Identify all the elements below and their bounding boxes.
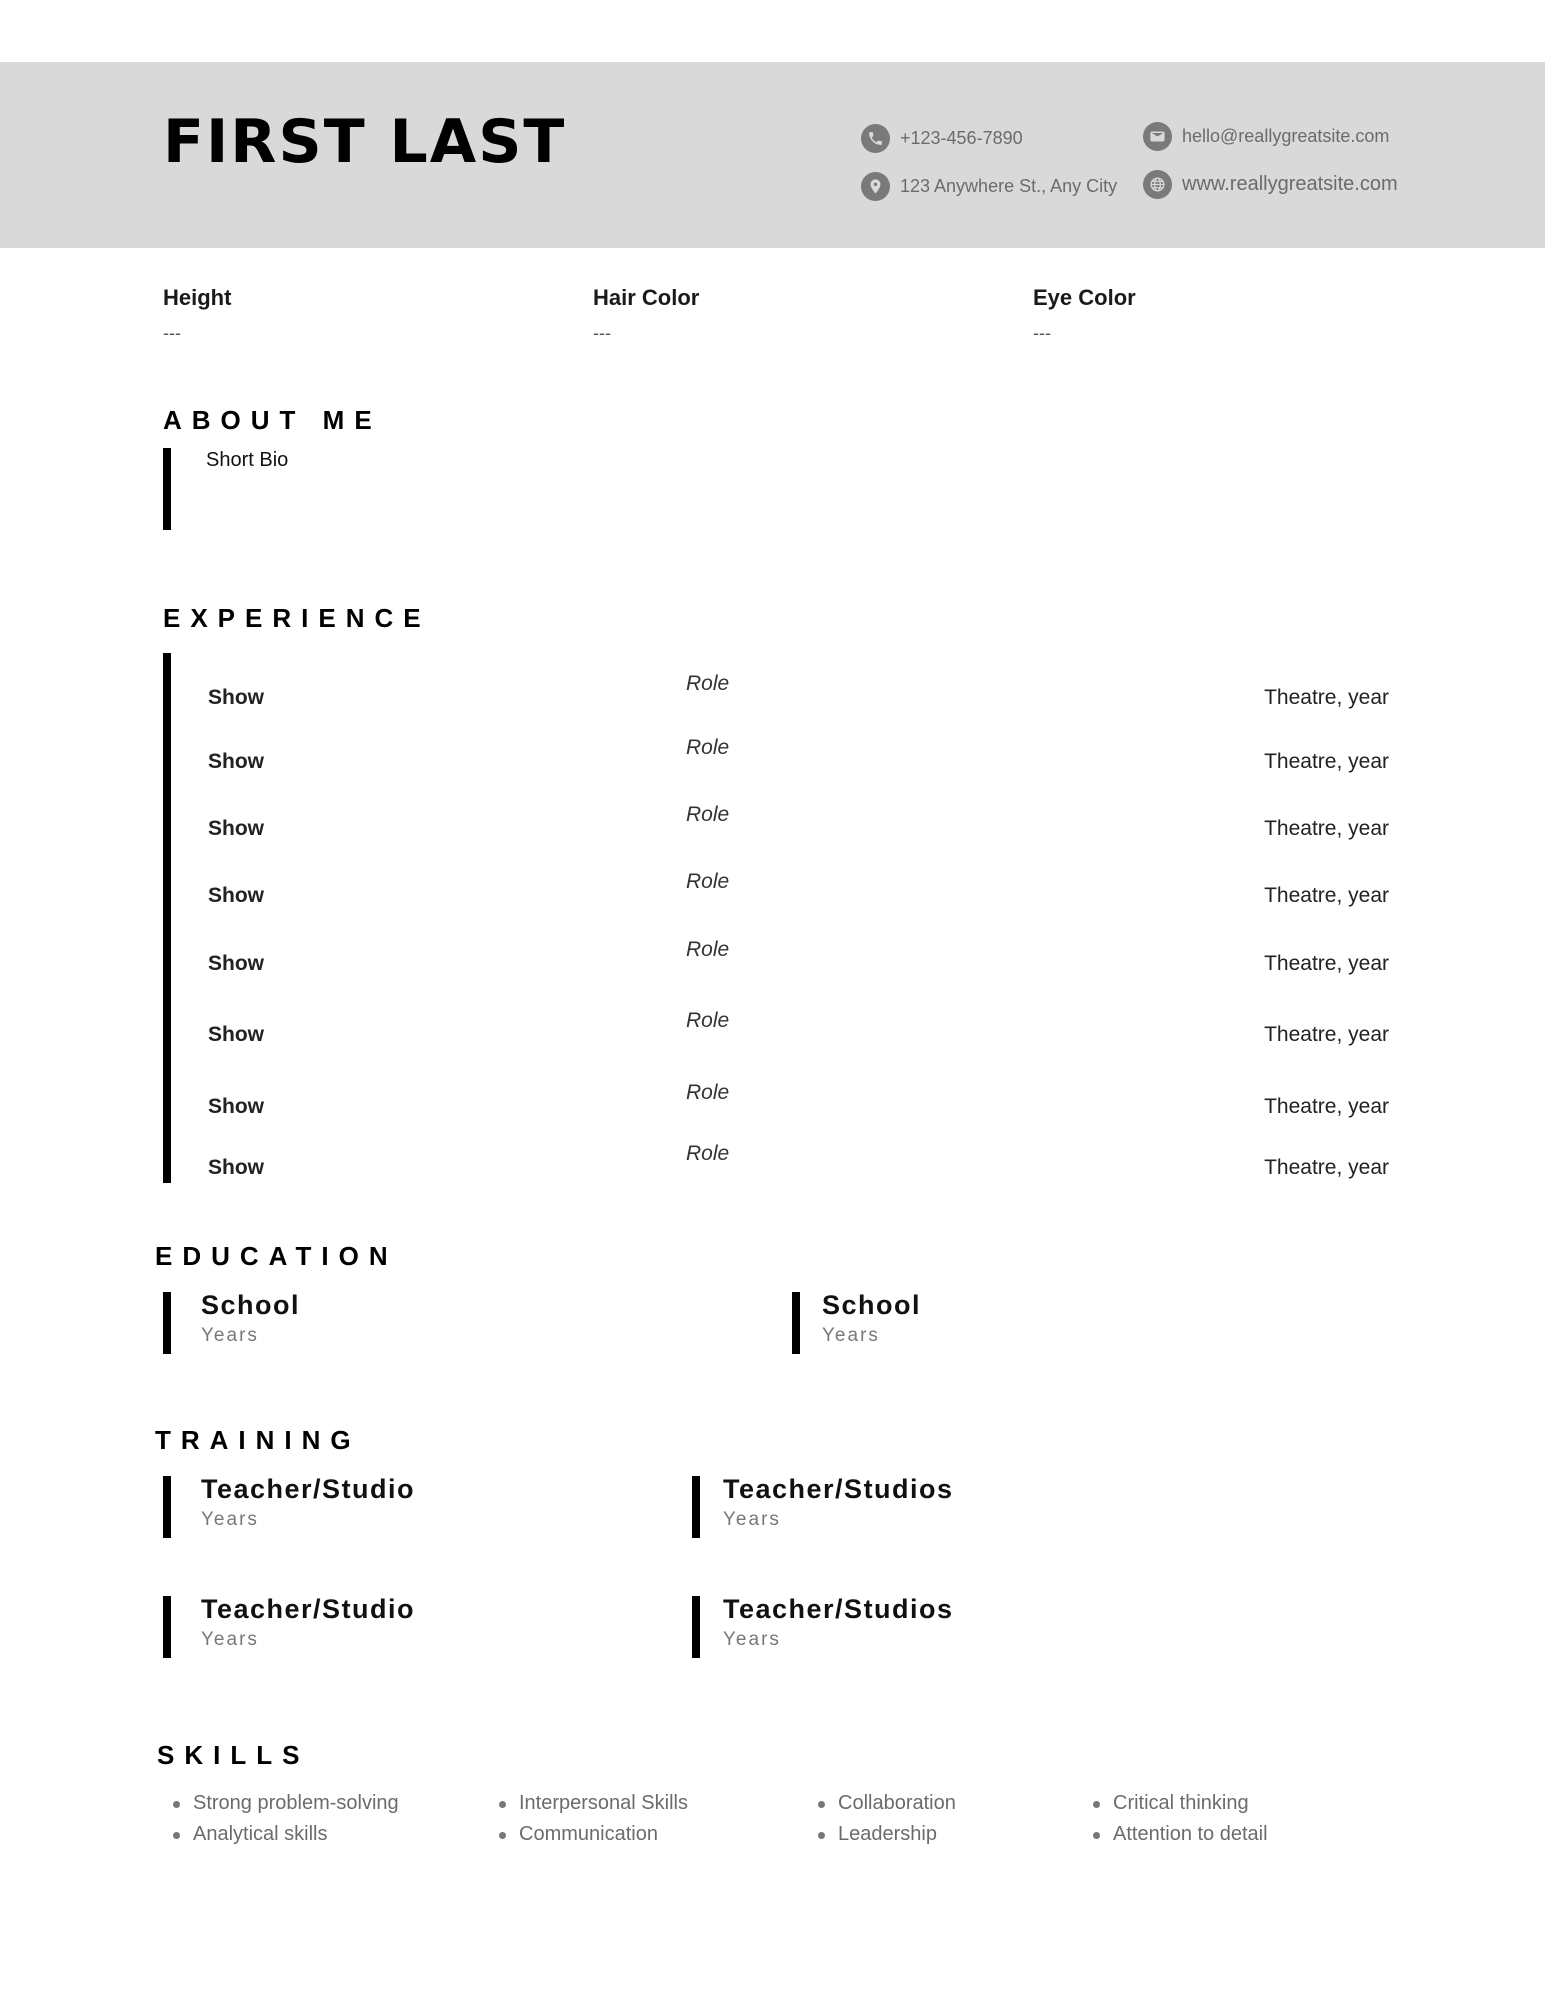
skill-item: Collaboration bbox=[818, 1788, 956, 1819]
full-name: FIRST LAST bbox=[163, 107, 567, 177]
experience-row bbox=[0, 1081, 1545, 1135]
location-pin-icon bbox=[861, 172, 890, 201]
contact-email bbox=[1143, 122, 1389, 151]
teacher-studio: Teacher/Studio bbox=[201, 1594, 416, 1624]
show-name: Show bbox=[208, 1023, 264, 1046]
show-name: Show bbox=[208, 817, 264, 840]
training-item bbox=[201, 1474, 415, 1531]
attribute-value: --- bbox=[163, 323, 181, 343]
education-heading: EDUCATION bbox=[155, 1241, 398, 1271]
school-name: School bbox=[201, 1290, 301, 1320]
experience-row bbox=[0, 803, 1545, 857]
contact-phone bbox=[861, 124, 1023, 153]
education-accent-bar bbox=[792, 1292, 800, 1354]
experience-row bbox=[0, 1009, 1545, 1063]
skills-list bbox=[818, 1788, 956, 1850]
website-text[interactable]: www.reallygreatsite.com bbox=[1182, 173, 1398, 195]
attribute-value: --- bbox=[593, 323, 611, 343]
contact-address bbox=[861, 172, 1117, 201]
attribute-height bbox=[163, 285, 231, 344]
skill-item: Leadership bbox=[818, 1819, 956, 1850]
training-accent-bar bbox=[163, 1596, 171, 1658]
experience-row bbox=[0, 1142, 1545, 1196]
show-name: Show bbox=[208, 1095, 264, 1118]
attribute-eye-color bbox=[1033, 285, 1136, 344]
attribute-value: --- bbox=[1033, 323, 1051, 343]
experience-row bbox=[0, 938, 1545, 992]
role-name: Role bbox=[686, 803, 730, 826]
theatre-year: Theatre, year bbox=[1264, 1156, 1389, 1179]
training-item bbox=[723, 1594, 954, 1651]
school-years: Years bbox=[822, 1325, 880, 1346]
phone-text: +123-456-7890 bbox=[900, 128, 1023, 148]
skill-item: Strong problem-solving bbox=[173, 1788, 399, 1819]
teacher-studio: Teacher/Studio bbox=[201, 1474, 416, 1504]
skills-list bbox=[173, 1788, 399, 1850]
school-name: School bbox=[822, 1290, 922, 1320]
training-years: Years bbox=[723, 1509, 781, 1530]
teacher-studio: Teacher/Studios bbox=[723, 1594, 954, 1624]
show-name: Show bbox=[208, 884, 264, 907]
show-name: Show bbox=[208, 1156, 264, 1179]
training-heading: TRAINING bbox=[155, 1425, 361, 1455]
skill-item: Attention to detail bbox=[1093, 1819, 1268, 1850]
email-text[interactable]: hello@reallygreatsite.com bbox=[1182, 126, 1390, 146]
training-years: Years bbox=[723, 1629, 781, 1650]
contact-website bbox=[1143, 170, 1398, 199]
role-name: Role bbox=[686, 870, 730, 893]
experience-row bbox=[0, 870, 1545, 924]
training-item bbox=[201, 1594, 415, 1651]
teacher-studio: Teacher/Studios bbox=[723, 1474, 954, 1504]
attribute-label: Hair Color bbox=[593, 285, 700, 310]
theatre-year: Theatre, year bbox=[1264, 884, 1389, 907]
theatre-year: Theatre, year bbox=[1264, 1023, 1389, 1046]
role-name: Role bbox=[686, 938, 730, 961]
attribute-hair-color bbox=[593, 285, 699, 344]
skill-item: Analytical skills bbox=[173, 1819, 399, 1850]
skills-list bbox=[499, 1788, 688, 1850]
training-item bbox=[723, 1474, 954, 1531]
skills-list bbox=[1093, 1788, 1268, 1850]
about-me-heading: ABOUT ME bbox=[163, 405, 382, 435]
attribute-label: Height bbox=[163, 285, 232, 310]
role-name: Role bbox=[686, 672, 730, 695]
theatre-year: Theatre, year bbox=[1264, 1095, 1389, 1118]
training-years: Years bbox=[201, 1509, 259, 1530]
role-name: Role bbox=[686, 1009, 730, 1032]
experience-row bbox=[0, 672, 1545, 726]
training-accent-bar bbox=[692, 1596, 700, 1658]
show-name: Show bbox=[208, 750, 264, 773]
globe-icon bbox=[1143, 170, 1172, 199]
about-accent-bar bbox=[163, 448, 171, 530]
school-years: Years bbox=[201, 1325, 259, 1346]
skills-heading: SKILLS bbox=[157, 1740, 310, 1770]
role-name: Role bbox=[686, 1142, 730, 1165]
theatre-year: Theatre, year bbox=[1264, 952, 1389, 975]
role-name: Role bbox=[686, 736, 730, 759]
training-years: Years bbox=[201, 1629, 259, 1650]
education-item bbox=[822, 1290, 921, 1347]
show-name: Show bbox=[208, 952, 264, 975]
experience-heading: EXPERIENCE bbox=[163, 603, 431, 633]
short-bio: Short Bio bbox=[206, 449, 289, 471]
skill-item: Interpersonal Skills bbox=[499, 1788, 688, 1819]
training-accent-bar bbox=[163, 1476, 171, 1538]
education-accent-bar bbox=[163, 1292, 171, 1354]
training-accent-bar bbox=[692, 1476, 700, 1538]
show-name: Show bbox=[208, 686, 264, 709]
skill-item: Critical thinking bbox=[1093, 1788, 1268, 1819]
theatre-year: Theatre, year bbox=[1264, 817, 1389, 840]
phone-icon bbox=[861, 124, 890, 153]
skill-item: Communication bbox=[499, 1819, 688, 1850]
envelope-icon bbox=[1143, 122, 1172, 151]
theatre-year: Theatre, year bbox=[1264, 750, 1389, 773]
role-name: Role bbox=[686, 1081, 730, 1104]
experience-row bbox=[0, 736, 1545, 790]
address-text: 123 Anywhere St., Any City bbox=[900, 176, 1118, 196]
education-item bbox=[201, 1290, 300, 1347]
attribute-label: Eye Color bbox=[1033, 285, 1136, 310]
theatre-year: Theatre, year bbox=[1264, 686, 1389, 709]
